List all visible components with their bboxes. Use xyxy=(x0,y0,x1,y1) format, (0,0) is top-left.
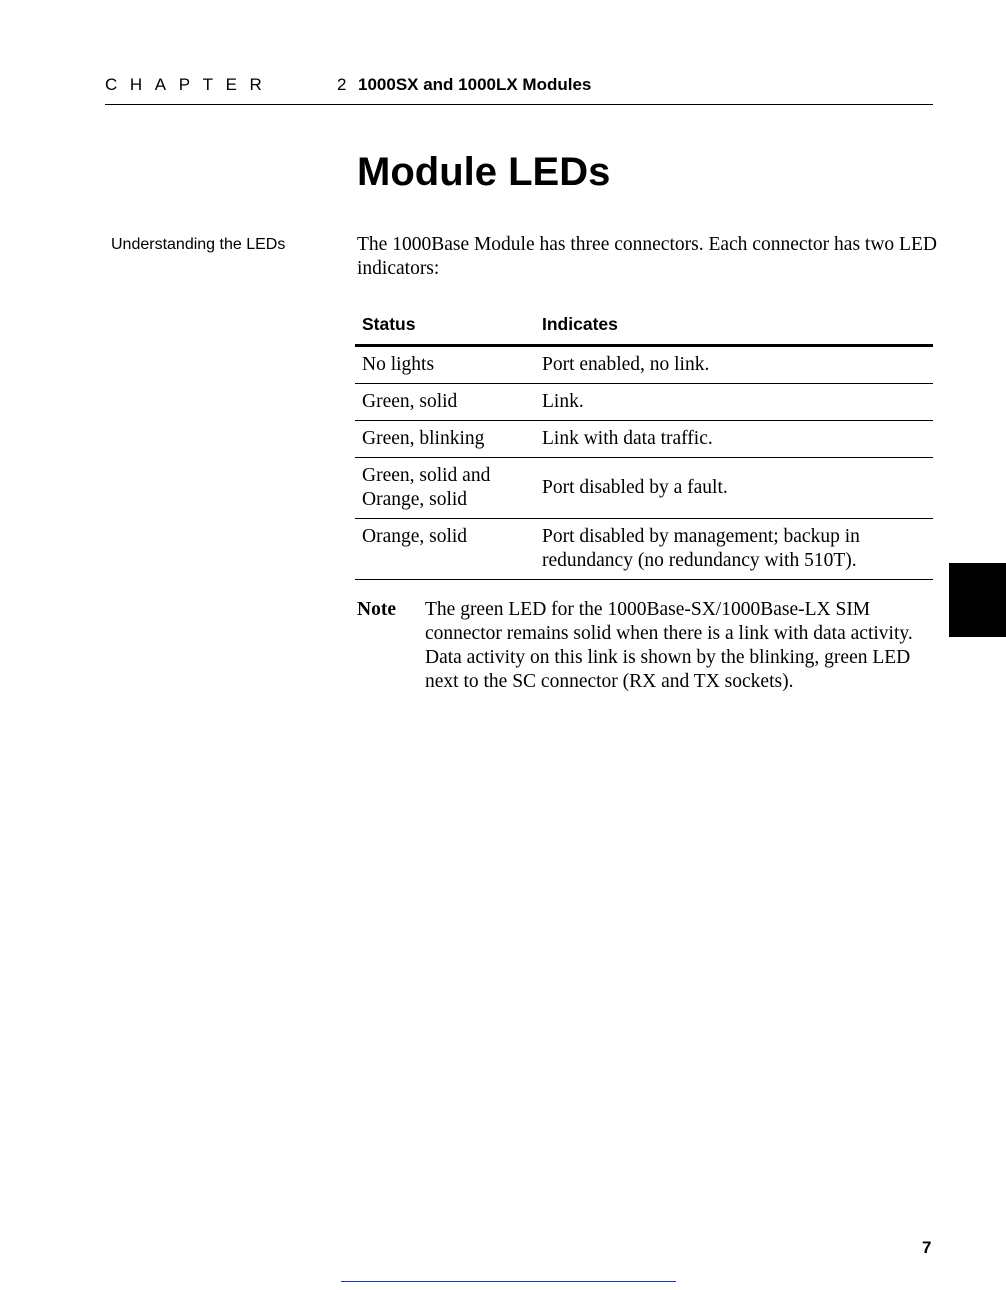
table-header-row xyxy=(355,310,933,346)
chapter-title: 1000SX and 1000LX Modules xyxy=(358,75,592,94)
status-cell: Green, solid and Orange, solid xyxy=(355,458,535,519)
table-row xyxy=(355,346,933,384)
note-text: The green LED for the 1000Base-SX/1000Base-LX SIM connector remains solid when there is a link with data activity. Data activity on this link is shown by the blinking, green LED next to the SC connector (RX and TX sockets). xyxy=(425,599,913,692)
led-status-table xyxy=(355,310,933,580)
section-side-label: Understanding the LEDs xyxy=(111,236,286,253)
intro-paragraph: The 1000Base Module has three connectors. Each connector has two LED indicators: xyxy=(357,234,937,279)
column-header-indicates: Indicates xyxy=(535,310,933,346)
indicates-cell: Link. xyxy=(535,384,933,421)
status-cell: No lights xyxy=(355,346,535,384)
page-number: 7 xyxy=(922,1238,932,1257)
running-header xyxy=(105,74,933,105)
table-row xyxy=(355,421,933,458)
table-row xyxy=(355,458,933,519)
indicates-cell: Port disabled by management; backup in redundancy (no redundancy with 510T). xyxy=(535,519,933,580)
status-cell: Orange, solid xyxy=(355,519,535,580)
indicates-cell: Link with data traffic. xyxy=(535,421,933,458)
status-cell: Green, blinking xyxy=(355,421,535,458)
table-row xyxy=(355,519,933,580)
table-row xyxy=(355,384,933,421)
chapter-label: CHAPTER xyxy=(105,75,275,94)
note-label: Note xyxy=(357,599,396,620)
footer-rule xyxy=(341,1281,676,1282)
chapter-number: 2 xyxy=(337,75,347,94)
indicates-cell: Port disabled by a fault. xyxy=(535,458,933,519)
page-title: Module LEDs xyxy=(357,150,611,194)
chapter-thumb-tab xyxy=(949,563,1006,637)
status-cell: Green, solid xyxy=(355,384,535,421)
indicates-cell: Port enabled, no link. xyxy=(535,346,933,384)
column-header-status: Status xyxy=(355,310,535,346)
